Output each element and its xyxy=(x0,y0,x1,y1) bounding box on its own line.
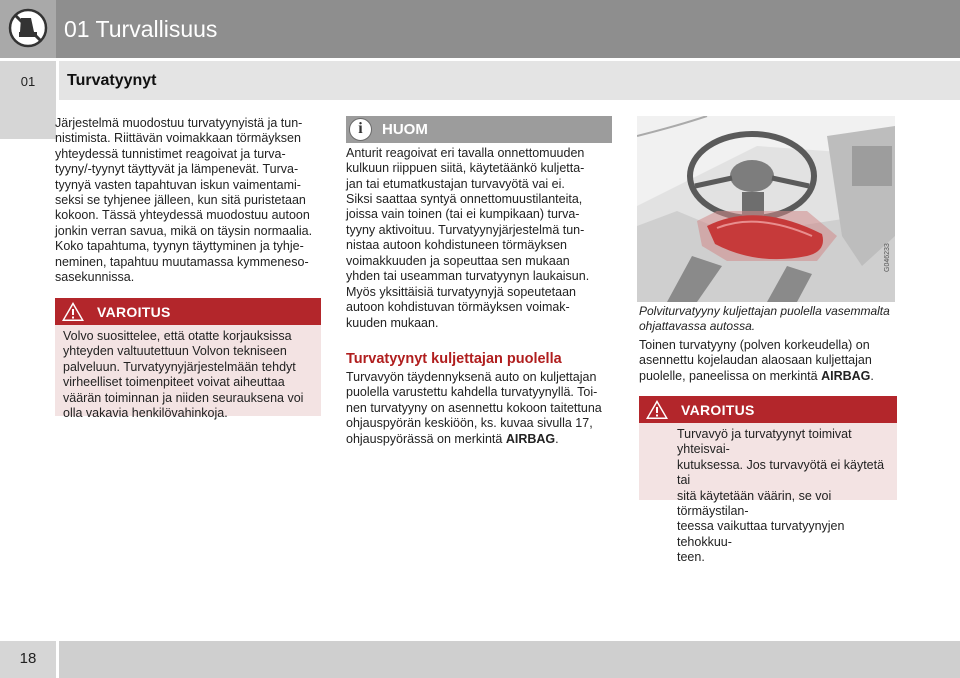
text-line: ohjauspyörän keskiöön, ks. kuvaa sivulla 17, xyxy=(346,416,593,431)
text-line: autoon kohdistuvan törmäyksen voimak- xyxy=(346,300,570,315)
text-line: kutuksessa. Jos turvavyötä ei käytetä tai xyxy=(677,457,885,488)
warning-box xyxy=(639,396,897,565)
text-line: sitä käytetään väärin, se voi törmäystilan- xyxy=(677,488,832,519)
page-title: 01 Turvallisuus xyxy=(64,16,218,42)
text-line: nen turvatyyny on asennettu kokoon taitettuna xyxy=(346,400,602,415)
text-line: Polviturvatyyny kuljettajan puolella vasemmalta xyxy=(639,304,890,318)
airbag-marking: AIRBAG xyxy=(505,431,556,446)
note-paragraph-3 xyxy=(346,285,616,331)
knee-airbag-image xyxy=(637,116,895,302)
text-line: Volvo suosittelee, että otatte korjauksissa xyxy=(63,329,292,343)
text-line: jan tai etumatkustajan turvavyötä vai ei. xyxy=(346,176,565,191)
text-line: virheelliset toimenpiteet voivat aiheuttaa xyxy=(63,375,285,390)
warning-header xyxy=(55,298,321,325)
text-line: palveluun. Turvatyynyjärjestelmään tehdyt xyxy=(63,359,296,374)
warning-text xyxy=(677,427,891,566)
knee-airbag-illustration xyxy=(637,116,895,302)
driver-side-paragraph xyxy=(346,370,621,447)
text-line: väärän toiminnan ja niiden seurauksena voi xyxy=(63,390,304,405)
text-line: kuuden mukaan. xyxy=(346,315,439,330)
note-header xyxy=(346,116,612,143)
text-line: Koko tapahtuma, tyynyn täyttyminen ja tyhje- xyxy=(55,239,304,254)
text-line: jonkin verran savua, mikä on täysin normaalia. xyxy=(55,223,313,238)
text-line: Turvavyö ja turvatyynyt toimivat yhteisvai- xyxy=(677,427,852,457)
text-line: joissa vain toinen (tai ei kumpikaan) turva- xyxy=(346,207,580,222)
image-code: G046233 xyxy=(884,243,891,272)
warning-triangle-icon xyxy=(61,301,85,322)
text-line xyxy=(346,432,621,447)
section-title: Turvatyynyt xyxy=(67,72,157,89)
image-caption xyxy=(639,304,895,333)
warning-label: VAROITUS xyxy=(681,402,755,418)
text-line: olla vakavia henkilövahinkoja. xyxy=(63,406,228,421)
note-paragraph-2 xyxy=(346,192,616,284)
note-paragraph-1 xyxy=(346,146,616,192)
intro-paragraph xyxy=(55,116,335,285)
text-fragment: . xyxy=(555,431,559,446)
text-line: yhteydessä tunnistimet reagoivat ja turva- xyxy=(55,146,286,161)
text-line: tyyny aktivoituu. Turvatyynyjärjestelmä tun- xyxy=(346,222,585,237)
warning-text xyxy=(63,329,315,421)
text-line: puolella varustettu kahdella turvatyynyllä. Toi- xyxy=(346,385,598,400)
text-line: nistaa autoon kohdistuneen törmäyksen xyxy=(346,238,567,253)
driver-side-heading: Turvatyynyt kuljettajan puolella xyxy=(346,351,562,367)
knee-airbag-paragraph xyxy=(639,338,909,384)
note-label: HUOM xyxy=(382,121,428,138)
warning-label: VAROITUS xyxy=(97,304,171,320)
text-line: tyyny/-tyynyt täyttyvät ja lämpenevät. Turva- xyxy=(55,162,299,177)
info-icon: i xyxy=(349,118,372,141)
chapter-number: 01 xyxy=(20,74,36,89)
text-line: yhden tai useamman turvatyynyn laukaisun. xyxy=(346,269,590,284)
text-line: Toinen turvatyyny (polven korkeudella) on xyxy=(639,338,870,352)
text-line xyxy=(639,369,909,384)
text-line: Turvavyön täydennyksenä auto on kuljettajan xyxy=(346,370,597,384)
warning-triangle-icon xyxy=(645,399,669,420)
no-child-seat-icon xyxy=(8,8,48,48)
text-line: teessa vaikuttaa turvatyynyjen tehokkuu- xyxy=(677,519,845,549)
text-fragment: ohjauspyörässä on merkintä xyxy=(346,431,506,446)
text-line: kulkuun riippuen siitä, käytetäänkö kuljetta- xyxy=(346,161,585,176)
text-line: Anturit reagoivat eri tavalla onnettomuuden xyxy=(346,146,585,160)
text-line: Myös yksittäisiä turvatyynyjä sopeutetaan xyxy=(346,285,576,299)
header-icon-box xyxy=(0,0,56,58)
text-line: asennettu kojelaudan alaosaan kuljettajan xyxy=(639,353,872,368)
text-line: sasekunnissa. xyxy=(55,270,135,285)
warning-box xyxy=(55,298,321,421)
text-line: nistimista. Riittävän voimakkaan törmäyksen xyxy=(55,131,301,146)
footer-band xyxy=(59,641,960,678)
chapter-strip xyxy=(0,61,56,139)
text-fragment: . xyxy=(870,368,874,383)
page-number: 18 xyxy=(19,650,37,667)
text-line: voimakkuuden ja sopeuttaa sen mukaan xyxy=(346,253,570,268)
text-line: teen. xyxy=(677,550,705,565)
warning-header xyxy=(639,396,897,423)
section-band xyxy=(59,61,960,100)
text-line: kokoon. Tässä yhteydessä muodostuu autoon xyxy=(55,208,310,223)
airbag-marking: AIRBAG xyxy=(821,368,871,383)
text-line: seksi se tyhjenee jälleen, kun sitä puristetaan xyxy=(55,193,306,208)
text-fragment: puolelle, paneelissa on merkintä xyxy=(639,368,822,383)
text-line: neminen, tapahtuu muutamassa kymmeneso- xyxy=(55,254,309,269)
text-line: tyynyä vasten tapahtuvan iskun vaimentami- xyxy=(55,177,301,192)
text-line: ohjattavassa autossa. xyxy=(639,318,756,333)
text-line: yhteyden valtuutettuun Volvon tekniseen xyxy=(63,344,287,359)
text-line: Siksi saattaa syntyä onnettomuustilanteita, xyxy=(346,192,583,206)
text-line: Järjestelmä muodostuu turvatyynyistä ja tun- xyxy=(55,116,303,130)
